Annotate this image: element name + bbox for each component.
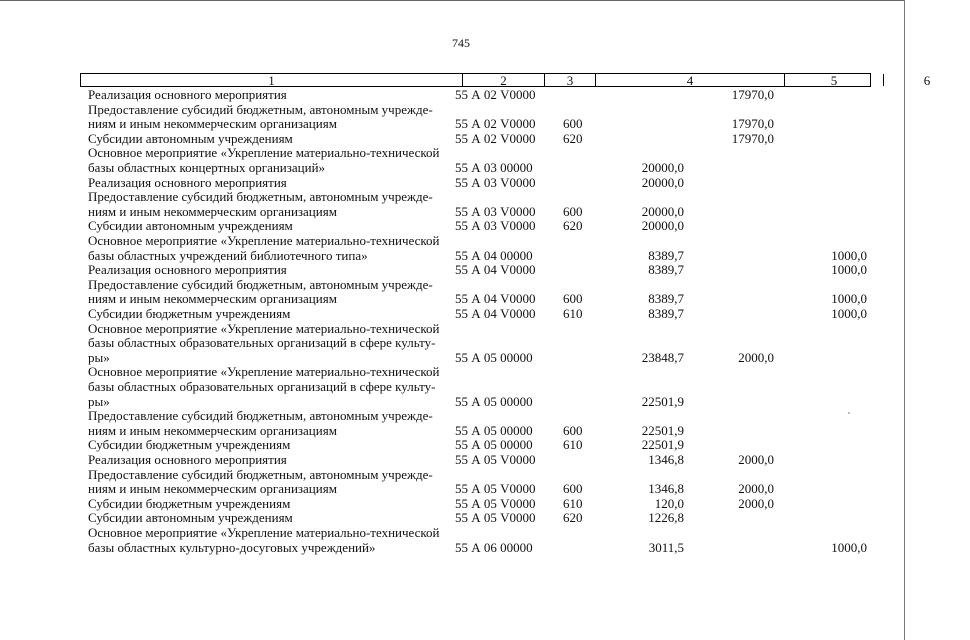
row-value-col4: 8389,7 [648, 291, 684, 307]
row-value-col4: 22501,9 [641, 393, 684, 409]
row-code: 55 А 03 V0000 [455, 203, 536, 219]
table-row [0, 322, 905, 337]
row-type: 600 [563, 422, 583, 438]
row-value-col5: 2000,0 [738, 452, 774, 467]
row-value-col4: 120,0 [654, 495, 684, 511]
header-col-1: 1 [268, 73, 275, 88]
row-code: 55 А 04 V0000 [455, 306, 536, 321]
row-value-col5: 17970,0 [731, 130, 774, 146]
table-row [0, 424, 905, 439]
row-value-col4: 20000,0 [641, 203, 684, 219]
table-row [0, 511, 905, 526]
row-code: 55 А 03 V0000 [455, 174, 536, 190]
table-row [0, 351, 905, 366]
row-name: ниям и иным некоммерческим организациям [88, 116, 337, 132]
table-row [0, 395, 905, 410]
row-code: 55 А 05 00000 [455, 349, 533, 365]
table-row [0, 497, 905, 512]
row-name: Реализация основного мероприятия [88, 87, 287, 102]
table-row [0, 380, 905, 395]
table-header [80, 73, 931, 88]
table-row [0, 132, 905, 147]
table-row [0, 88, 905, 103]
row-name: базы областных образовательных организаций в сфере культу- [88, 379, 436, 394]
row-code: 55 А 05 V0000 [455, 510, 536, 526]
row-name: Субсидии автономным учреждениям [88, 510, 293, 526]
table-row [0, 103, 905, 118]
row-type: 620 [563, 130, 583, 146]
row-type: 600 [563, 291, 583, 307]
row-name: ры» [88, 349, 110, 365]
row-name: ниям и иным некоммерческим организациям [88, 481, 337, 497]
row-type: 600 [563, 116, 583, 132]
row-value-col4: 3011,5 [648, 539, 684, 555]
table-row [0, 438, 905, 453]
row-value-col4: 1346,8 [648, 481, 684, 497]
row-value-col5: 17970,0 [731, 116, 774, 132]
table-row [0, 307, 905, 322]
header-col-6: 6 [923, 73, 931, 88]
header-col-4: 4 [686, 73, 694, 88]
table-row [0, 249, 905, 264]
table-row [0, 541, 905, 556]
row-value-col6: 1000,0 [831, 539, 867, 555]
row-name: Субсидии автономным учреждениям [88, 218, 293, 234]
row-type: 610 [563, 437, 583, 453]
table-row [0, 526, 905, 541]
row-value-col4: 20000,0 [641, 160, 684, 175]
table-row [0, 409, 905, 424]
table-row [0, 453, 905, 468]
row-type: 610 [563, 495, 583, 511]
row-name: Субсидии автономным учреждениям [88, 130, 293, 146]
row-name: Основное мероприятие «Укрепление материально-технической [88, 364, 440, 380]
row-name: Предоставление субсидий бюджетным, автономным учрежде- [88, 276, 433, 292]
table-row [0, 146, 905, 161]
row-code: 55 А 02 V0000 [455, 87, 536, 102]
scan-border-top [0, 0, 905, 1]
row-type: 600 [563, 203, 583, 219]
header-col-5: 5 [830, 73, 838, 88]
row-name: Основное мероприятие «Укрепление материально-технической [88, 525, 440, 540]
row-type: 600 [563, 481, 583, 497]
row-name: Основное мероприятие «Укрепление материально-технической [88, 233, 440, 248]
row-code: 55 А 05 00000 [455, 422, 533, 438]
header-col-2: 2 [500, 73, 507, 88]
table-row [0, 190, 905, 205]
row-name: ниям и иным некоммерческим организациям [88, 291, 337, 307]
row-code: 55 А 04 00000 [455, 247, 533, 263]
table-row [0, 219, 905, 234]
row-value-col6: 1000,0 [831, 291, 867, 307]
row-name: базы областных концертных организаций» [88, 160, 326, 175]
row-code: 55 А 02 V0000 [455, 116, 536, 132]
row-code: 55 А 05 V0000 [455, 495, 536, 511]
row-name: Реализация основного мероприятия [88, 262, 287, 278]
row-code: 55 А 06 00000 [455, 539, 533, 555]
row-value-col5: 2000,0 [738, 349, 774, 365]
row-name: Субсидии бюджетным учреждениям [88, 495, 291, 511]
row-value-col4: 22501,9 [641, 437, 684, 453]
table-row [0, 482, 905, 497]
row-type: 620 [563, 218, 583, 234]
table-row [0, 292, 905, 307]
row-name: базы областных учреждений библиотечного типа» [88, 247, 368, 263]
row-name: Реализация основного мероприятия [88, 452, 287, 467]
row-code: 55 А 05 00000 [455, 437, 533, 453]
row-name: базы областных образовательных организаций в сфере культу- [88, 335, 436, 351]
row-code: 55 А 04 V0000 [455, 262, 536, 278]
row-value-col4: 22501,9 [641, 422, 684, 438]
row-value-col5: 2000,0 [738, 481, 774, 497]
row-name: Предоставление субсидий бюджетным, автономным учрежде- [88, 189, 433, 205]
table-row [0, 263, 905, 278]
row-name: базы областных культурно-досуговых учреждений» [88, 539, 376, 555]
row-code: 55 А 03 00000 [455, 160, 533, 175]
row-name: Субсидии бюджетным учреждениям [88, 437, 291, 453]
row-value-col6: 1000,0 [831, 247, 867, 263]
table-row [0, 176, 905, 191]
row-code: 55 А 05 V0000 [455, 452, 536, 467]
table-row [0, 234, 905, 249]
row-value-col4: 1226,8 [648, 510, 684, 526]
row-name: Предоставление субсидий бюджетным, автономным учрежде- [88, 408, 433, 424]
header-col-3: 3 [566, 73, 574, 88]
row-value-col4: 8389,7 [648, 262, 684, 278]
row-value-col4: 23848,7 [641, 349, 684, 365]
row-name: Реализация основного мероприятия [88, 174, 287, 190]
table-row [0, 278, 905, 293]
table-row [0, 117, 905, 132]
row-code: 55 А 05 00000 [455, 393, 533, 409]
row-value-col4: 1346,8 [648, 452, 684, 467]
row-name: Основное мероприятие «Укрепление материально-технической [88, 145, 440, 161]
row-value-col4: 8389,7 [648, 306, 684, 321]
row-value-col5: 17970,0 [731, 87, 774, 102]
row-value-col4: 20000,0 [641, 174, 684, 190]
row-name: Субсидии бюджетным учреждениям [88, 306, 291, 321]
row-code: 55 А 02 V0000 [455, 130, 536, 146]
row-name: ниям и иным некоммерческим организациям [88, 422, 337, 438]
row-name: ниям и иным некоммерческим организациям [88, 203, 337, 219]
row-name: Предоставление субсидий бюджетным, автономным учрежде- [88, 101, 433, 117]
row-value-col4: 20000,0 [641, 218, 684, 234]
table-row [0, 161, 905, 176]
table-row [0, 205, 905, 220]
table-row [0, 336, 905, 351]
table-row [0, 365, 905, 380]
row-code: 55 А 05 V0000 [455, 481, 536, 497]
row-name: ры» [88, 393, 110, 409]
row-name: Предоставление субсидий бюджетным, автономным учрежде- [88, 466, 433, 482]
page-number: 745 [452, 36, 470, 50]
row-type: 620 [563, 510, 583, 526]
row-value-col5: 2000,0 [738, 495, 774, 511]
row-value-col4: 8389,7 [648, 247, 684, 263]
row-code: 55 А 04 V0000 [455, 291, 536, 307]
row-name: Основное мероприятие «Укрепление материально-технической [88, 320, 440, 336]
row-value-col6: 1000,0 [831, 262, 867, 278]
table-row [0, 468, 905, 483]
row-value-col6: 1000,0 [831, 306, 867, 321]
row-type: 610 [563, 306, 583, 321]
row-code: 55 А 03 V0000 [455, 218, 536, 234]
